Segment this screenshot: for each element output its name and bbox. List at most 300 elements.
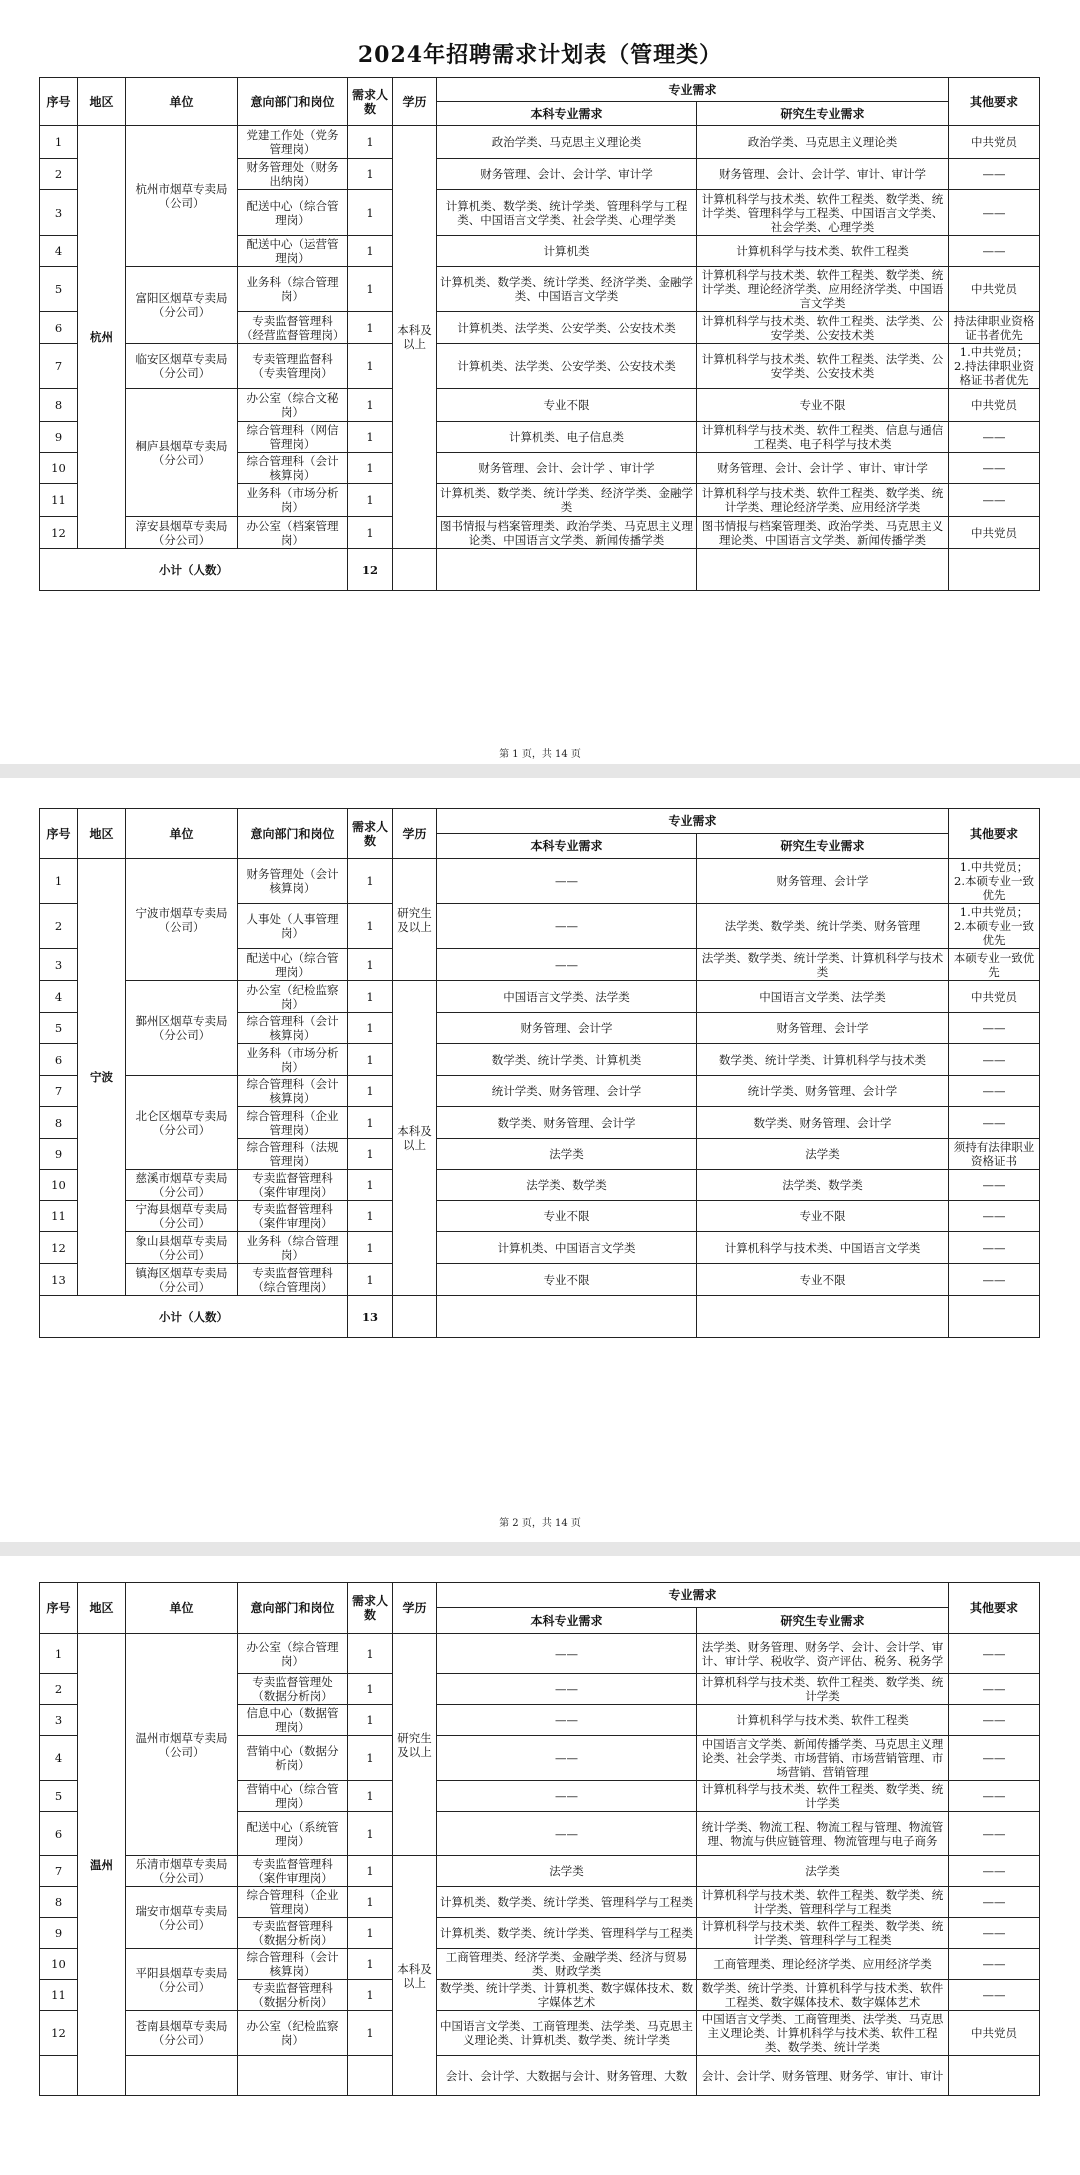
header-seq: 序号 xyxy=(40,78,78,126)
empty-cell xyxy=(393,549,437,591)
subtotal-label: 小计（人数） xyxy=(40,1296,348,1338)
header-other: 其他要求 xyxy=(949,809,1040,859)
recruitment-table xyxy=(39,808,1040,1338)
ug-major-cell: 计算机类、中国语言文学类 xyxy=(437,1232,697,1264)
other-req-cell: 持法律职业资格证书者优先 xyxy=(949,312,1040,344)
pg-major-cell: 计算机科学与技术类、软件工程类、法学类、公安学类、公安技术类 xyxy=(697,312,949,344)
other-req-cell: —— xyxy=(949,1812,1040,1856)
pg-major-cell: 计算机科学与技术类、软件工程类、数学类、统计学类、理论经济学类、应用经济学类、中国语言文学类 xyxy=(697,267,949,312)
header-major: 专业需求 xyxy=(437,809,949,834)
count-cell: 1 xyxy=(348,422,393,453)
dept-cell: 专卖监督管理科（综合管理岗） xyxy=(238,1264,348,1296)
other-req-cell: 中共党员 xyxy=(949,517,1040,549)
count-cell: 1 xyxy=(348,126,393,159)
pg-major-cell: 财务管理、会计学 xyxy=(697,1013,949,1044)
other-req-cell: 中共党员 xyxy=(949,389,1040,422)
pg-major-cell: 工商管理类、理论经济学类、应用经济学类 xyxy=(697,1949,949,1980)
table-row xyxy=(40,1170,1040,1201)
ug-major-cell: —— xyxy=(437,904,697,949)
pg-major-cell: 中国语言文学类、工商管理类、法学类、马克思主义理论类、计算机科学与技术类、软件工程类、数学类、统计学类 xyxy=(697,2011,949,2056)
row-seq: 8 xyxy=(40,1107,78,1139)
pg-major-cell: 法学类、数学类、统计学类、计算机科学与技术类 xyxy=(697,949,949,981)
row-seq: 11 xyxy=(40,1201,78,1232)
count-cell: 1 xyxy=(348,159,393,190)
count-cell: 1 xyxy=(348,1856,393,1887)
other-req-cell: 1.中共党员； 2.本硕专业一致优先 xyxy=(949,859,1040,904)
pg-major-cell: 计算机科学与技术类、中国语言文学类 xyxy=(697,1232,949,1264)
ug-major-cell: 计算机类、数学类、统计学类、管理科学与工程类、中国语言文学类、社会学类、心理学类 xyxy=(437,190,697,236)
subtotal-value: 12 xyxy=(348,549,393,591)
header-count: 需求人数 xyxy=(348,78,393,126)
count-cell: 1 xyxy=(348,1232,393,1264)
ug-major-cell: 财务管理、会计学 xyxy=(437,1013,697,1044)
empty-cell xyxy=(393,1296,437,1338)
row-seq: 2 xyxy=(40,904,78,949)
dept-cell: 专卖监督管理处（数据分析岗） xyxy=(238,1674,348,1705)
header-unit: 单位 xyxy=(126,809,238,859)
count-cell: 1 xyxy=(348,1980,393,2011)
row-seq: 12 xyxy=(40,517,78,549)
count-cell: 1 xyxy=(348,2011,393,2056)
row-seq: 8 xyxy=(40,389,78,422)
count-cell: 1 xyxy=(348,1736,393,1781)
dept-cell: 办公室（纪检监察岗） xyxy=(238,981,348,1013)
row-seq: 10 xyxy=(40,453,78,484)
table-row xyxy=(40,1887,1040,1918)
other-req-cell: 1.中共党员； 2.本硕专业一致优先 xyxy=(949,904,1040,949)
count-cell: 1 xyxy=(348,1781,393,1812)
count-cell: 1 xyxy=(348,1013,393,1044)
empty-cell xyxy=(437,1296,697,1338)
count-cell: 1 xyxy=(348,236,393,267)
ug-major-cell: —— xyxy=(437,1812,697,1856)
ug-major-cell: 计算机类、电子信息类 xyxy=(437,422,697,453)
ug-major-cell: 统计学类、财务管理、会计学 xyxy=(437,1076,697,1107)
unit-cell: 平阳县烟草专卖局（分公司） xyxy=(126,1949,238,2011)
dept-cell: 配送中心（综合管理岗） xyxy=(238,190,348,236)
count-cell: 1 xyxy=(348,453,393,484)
row-seq: 6 xyxy=(40,1044,78,1076)
pg-major-cell: 计算机科学与技术类、软件工程类、数学类、统计学类、管理科学与工程类 xyxy=(697,1918,949,1949)
pg-major-cell: 数学类、财务管理、会计学 xyxy=(697,1107,949,1139)
dept-cell: 专卖监督管理科（数据分析岗） xyxy=(238,1980,348,2011)
row-seq: 4 xyxy=(40,981,78,1013)
row-seq: 3 xyxy=(40,949,78,981)
other-req-cell: 中共党员 xyxy=(949,126,1040,159)
pg-major-cell: 专业不限 xyxy=(697,1264,949,1296)
other-req-cell: —— xyxy=(949,1044,1040,1076)
row-seq: 12 xyxy=(40,1232,78,1264)
count-cell: 1 xyxy=(348,1107,393,1139)
row-seq: 8 xyxy=(40,1887,78,1918)
other-req-cell: 中共党员 xyxy=(949,981,1040,1013)
other-req-cell: —— xyxy=(949,1856,1040,1887)
header-ug: 本科专业需求 xyxy=(437,834,697,859)
count-cell: 1 xyxy=(348,312,393,344)
pg-major-cell: 法学类、数学类 xyxy=(697,1170,949,1201)
dept-cell: 专卖管理监督科（专卖管理岗） xyxy=(238,344,348,389)
unit-cell: 北仑区烟草专卖局（分公司） xyxy=(126,1076,238,1170)
pg-major-cell: 中国语言文学类、新闻传播学类、马克思主义理论类、社会学类、市场营销、市场营销管理、市场营销、营销管理 xyxy=(697,1736,949,1781)
header-dept: 意向部门和岗位 xyxy=(238,78,348,126)
pg-major-cell: 法学类、财务管理、财务学、会计、会计学、审计、审计学、税收学、资产评估、税务、税务学 xyxy=(697,1634,949,1674)
pg-major-cell: 计算机科学与技术类、软件工程类、法学类、公安学类、公安技术类 xyxy=(697,344,949,389)
pg-major-cell: 财务管理、会计、会计学 、审计、审计学 xyxy=(697,453,949,484)
ug-major-cell: 数学类、统计学类、计算机类、数字媒体技术、数字媒体艺术 xyxy=(437,1980,697,2011)
pg-major-cell: 法学类、数学类、统计学类、财务管理 xyxy=(697,904,949,949)
count-cell: 1 xyxy=(348,1949,393,1980)
row-seq: 11 xyxy=(40,1980,78,2011)
row-seq: 6 xyxy=(40,312,78,344)
pg-major-cell: 法学类 xyxy=(697,1139,949,1170)
header-region: 地区 xyxy=(78,78,126,126)
count-cell: 1 xyxy=(348,1634,393,1674)
empty-cell xyxy=(697,1296,949,1338)
ug-major-cell: 数学类、财务管理、会计学 xyxy=(437,1107,697,1139)
row-seq: 1 xyxy=(40,1634,78,1674)
unit-cell: 镇海区烟草专卖局（分公司） xyxy=(126,1264,238,1296)
dept-cell: 营销中心（数据分析岗） xyxy=(238,1736,348,1781)
other-req-cell: —— xyxy=(949,1107,1040,1139)
count-cell: 1 xyxy=(348,484,393,517)
edu-cell: 研究生及以上 xyxy=(393,859,437,981)
unit-cell: 鄞州区烟草专卖局（分公司） xyxy=(126,981,238,1076)
row-seq: 7 xyxy=(40,344,78,389)
ug-major-cell: 专业不限 xyxy=(437,1201,697,1232)
header-unit: 单位 xyxy=(126,1583,238,1634)
header-pg: 研究生专业需求 xyxy=(697,1608,949,1634)
unit-cell: 苍南县烟草专卖局（分公司） xyxy=(126,2011,238,2056)
page-number: 第 2 页，共 14 页 xyxy=(499,1518,581,1529)
count-cell: 1 xyxy=(348,1812,393,1856)
count-cell: 1 xyxy=(348,389,393,422)
recruitment-table xyxy=(39,77,1040,591)
other-req-cell: —— xyxy=(949,1634,1040,1674)
table-row xyxy=(40,2056,1040,2096)
ug-major-cell: 法学类 xyxy=(437,1139,697,1170)
other-req-cell xyxy=(949,2056,1040,2096)
pg-major-cell: 专业不限 xyxy=(697,389,949,422)
region-cell: 杭州 xyxy=(78,126,126,549)
pg-major-cell: 计算机科学与技术类、软件工程类 xyxy=(697,1705,949,1736)
other-req-cell: —— xyxy=(949,1705,1040,1736)
other-req-cell: —— xyxy=(949,159,1040,190)
subtotal-value: 13 xyxy=(348,1296,393,1338)
table-row xyxy=(40,981,1040,1013)
dept-cell xyxy=(238,2056,348,2096)
dept-cell: 办公室（纪检监察岗） xyxy=(238,2011,348,2056)
header-dept: 意向部门和岗位 xyxy=(238,809,348,859)
empty-cell xyxy=(697,549,949,591)
page-number: 第 1 页，共 14 页 xyxy=(499,749,581,760)
page-separator xyxy=(0,1542,1080,1556)
dept-cell: 综合管理科（会计核算岗） xyxy=(238,453,348,484)
edu-cell: 本科及以上 xyxy=(393,981,437,1296)
dept-cell: 财务管理处（财务出纳岗） xyxy=(238,159,348,190)
other-req-cell: —— xyxy=(949,484,1040,517)
unit-cell: 杭州市烟草专卖局（公司） xyxy=(126,126,238,267)
header-edu: 学历 xyxy=(393,809,437,859)
dept-cell: 业务科（综合管理岗） xyxy=(238,1232,348,1264)
region-cell: 温州 xyxy=(78,1634,126,2096)
pg-major-cell: 法学类 xyxy=(697,1856,949,1887)
header-other: 其他要求 xyxy=(949,78,1040,126)
ug-major-cell: 法学类、数学类 xyxy=(437,1170,697,1201)
ug-major-cell: 计算机类 xyxy=(437,236,697,267)
row-seq: 7 xyxy=(40,1856,78,1887)
unit-cell: 乐清市烟草专卖局（分公司） xyxy=(126,1856,238,1887)
count-cell: 1 xyxy=(348,190,393,236)
pg-major-cell: 数学类、统计学类、计算机科学与技术类、软件工程类、数字媒体技术、数字媒体艺术 xyxy=(697,1980,949,2011)
pg-major-cell: 专业不限 xyxy=(697,1201,949,1232)
header-dept: 意向部门和岗位 xyxy=(238,1583,348,1634)
other-req-cell: 中共党员 xyxy=(949,267,1040,312)
region-cell: 宁波 xyxy=(78,859,126,1296)
ug-major-cell: —— xyxy=(437,859,697,904)
ug-major-cell: 工商管理类、经济学类、金融学类、经济与贸易类、财政学类 xyxy=(437,1949,697,1980)
count-cell: 1 xyxy=(348,1674,393,1705)
ug-major-cell: 计算机类、数学类、统计学类、经济学类、金融学类、中国语言文学类 xyxy=(437,267,697,312)
table-row xyxy=(40,1856,1040,1887)
unit-cell: 桐庐县烟草专卖局（分公司） xyxy=(126,389,238,517)
unit-cell: 慈溪市烟草专卖局（分公司） xyxy=(126,1170,238,1201)
other-req-cell: —— xyxy=(949,1918,1040,1949)
subtotal-label: 小计（人数） xyxy=(40,549,348,591)
dept-cell: 人事处（人事管理岗） xyxy=(238,904,348,949)
table-row xyxy=(40,344,1040,389)
count-cell: 1 xyxy=(348,1887,393,1918)
empty-cell xyxy=(949,549,1040,591)
dept-cell: 综合管理科（会计核算岗） xyxy=(238,1949,348,1980)
header-other: 其他要求 xyxy=(949,1583,1040,1634)
other-req-cell: —— xyxy=(949,1264,1040,1296)
header-count: 需求人数 xyxy=(348,1583,393,1634)
header-region: 地区 xyxy=(78,809,126,859)
row-seq: 6 xyxy=(40,1812,78,1856)
pg-major-cell: 统计学类、财务管理、会计学 xyxy=(697,1076,949,1107)
row-seq: 4 xyxy=(40,1736,78,1781)
dept-cell: 业务科（市场分析岗） xyxy=(238,484,348,517)
row-seq: 5 xyxy=(40,1013,78,1044)
ug-major-cell: 中国语言文学类、法学类 xyxy=(437,981,697,1013)
header-edu: 学历 xyxy=(393,78,437,126)
dept-cell: 配送中心（综合管理岗） xyxy=(238,949,348,981)
other-req-cell: —— xyxy=(949,1980,1040,2011)
ug-major-cell: 计算机类、数学类、统计学类、经济学类、金融学类 xyxy=(437,484,697,517)
dept-cell: 综合管理科（企业管理岗） xyxy=(238,1107,348,1139)
other-req-cell: —— xyxy=(949,190,1040,236)
row-seq: 13 xyxy=(40,1264,78,1296)
other-req-cell: 1.中共党员； 2.持法律职业资格证书者优先 xyxy=(949,344,1040,389)
ug-major-cell: —— xyxy=(437,949,697,981)
ug-major-cell: 计算机类、法学类、公安学类、公安技术类 xyxy=(437,344,697,389)
pg-major-cell: 图书情报与档案管理类、政治学类、马克思主义理论类、中国语言文学类、新闻传播学类 xyxy=(697,517,949,549)
pg-major-cell: 统计学类、物流工程、物流工程与管理、物流管理、物流与供应链管理、物流管理与电子商务 xyxy=(697,1812,949,1856)
unit-cell: 温州市烟草专卖局（公司） xyxy=(126,1634,238,1856)
pg-major-cell: 计算机科学与技术类、软件工程类、数学类、统计学类、管理科学与工程类 xyxy=(697,1887,949,1918)
row-seq xyxy=(40,2056,78,2096)
dept-cell: 办公室（档案管理岗） xyxy=(238,517,348,549)
other-req-cell: 中共党员 xyxy=(949,2011,1040,2056)
pg-major-cell: 计算机科学与技术类、软件工程类、数学类、统计学类 xyxy=(697,1674,949,1705)
header-edu: 学历 xyxy=(393,1583,437,1634)
ug-major-cell: —— xyxy=(437,1634,697,1674)
count-cell: 1 xyxy=(348,517,393,549)
other-req-cell: —— xyxy=(949,1949,1040,1980)
count-cell: 1 xyxy=(348,981,393,1013)
table-row xyxy=(40,1264,1040,1296)
header-seq: 序号 xyxy=(40,1583,78,1634)
edu-cell: 本科及以上 xyxy=(393,1856,437,2096)
other-req-cell: —— xyxy=(949,1201,1040,1232)
edu-cell: 本科及以上 xyxy=(393,126,437,549)
empty-cell xyxy=(437,549,697,591)
count-cell: 1 xyxy=(348,1918,393,1949)
other-req-cell: —— xyxy=(949,1170,1040,1201)
pg-major-cell: 计算机科学与技术类、软件工程类、数学类、统计学类、理论经济学类、应用经济学类 xyxy=(697,484,949,517)
row-seq: 4 xyxy=(40,236,78,267)
header-major: 专业需求 xyxy=(437,1583,949,1608)
header-region: 地区 xyxy=(78,1583,126,1634)
table-row xyxy=(40,517,1040,549)
other-req-cell: 须持有法律职业资格证书 xyxy=(949,1139,1040,1170)
table-row xyxy=(40,1076,1040,1107)
ug-major-cell: 政治学类、马克思主义理论类 xyxy=(437,126,697,159)
header-ug: 本科专业需求 xyxy=(437,1608,697,1634)
table-row xyxy=(40,126,1040,159)
row-seq: 9 xyxy=(40,1139,78,1170)
empty-cell xyxy=(949,1296,1040,1338)
dept-cell: 业务科（综合管理岗） xyxy=(238,267,348,312)
dept-cell: 综合管理科（会计核算岗） xyxy=(238,1076,348,1107)
table-row xyxy=(40,2011,1040,2056)
dept-cell: 专卖监督管理科（经营监督管理岗） xyxy=(238,312,348,344)
unit-cell: 象山县烟草专卖局（分公司） xyxy=(126,1232,238,1264)
table-row xyxy=(40,1201,1040,1232)
dept-cell: 业务科（市场分析岗） xyxy=(238,1044,348,1076)
dept-cell: 营销中心（综合管理岗） xyxy=(238,1781,348,1812)
ug-major-cell: 法学类 xyxy=(437,1856,697,1887)
other-req-cell: —— xyxy=(949,1076,1040,1107)
ug-major-cell: 专业不限 xyxy=(437,1264,697,1296)
ug-major-cell: —— xyxy=(437,1781,697,1812)
document-title: 2024年招聘需求计划表（管理类） xyxy=(357,42,723,68)
ug-major-cell: 数学类、统计学类、计算机类 xyxy=(437,1044,697,1076)
count-cell: 1 xyxy=(348,1170,393,1201)
other-req-cell: —— xyxy=(949,1736,1040,1781)
pg-major-cell: 计算机科学与技术类、软件工程类、数学类、统计学类 xyxy=(697,1781,949,1812)
dept-cell: 综合管理科（法规管理岗） xyxy=(238,1139,348,1170)
count-cell: 1 xyxy=(348,1201,393,1232)
table-row xyxy=(40,267,1040,312)
dept-cell: 配送中心（系统管理岗） xyxy=(238,1812,348,1856)
ug-major-cell: 计算机类、法学类、公安学类、公安技术类 xyxy=(437,312,697,344)
dept-cell: 党建工作处（党务管理岗） xyxy=(238,126,348,159)
ug-major-cell: 会计、会计学、大数据与会计、财务管理、大数 xyxy=(437,2056,697,2096)
unit-cell: 宁波市烟草专卖局（公司） xyxy=(126,859,238,981)
table-row xyxy=(40,1232,1040,1264)
other-req-cell: —— xyxy=(949,1887,1040,1918)
dept-cell: 专卖监督管理科（案件审理岗） xyxy=(238,1201,348,1232)
unit-cell xyxy=(126,2056,238,2096)
dept-cell: 配送中心（运营管理岗） xyxy=(238,236,348,267)
header-count: 需求人数 xyxy=(348,809,393,859)
other-req-cell: —— xyxy=(949,453,1040,484)
row-seq: 1 xyxy=(40,859,78,904)
row-seq: 5 xyxy=(40,267,78,312)
count-cell: 1 xyxy=(348,344,393,389)
row-seq: 11 xyxy=(40,484,78,517)
row-seq: 12 xyxy=(40,2011,78,2056)
dept-cell: 办公室（综合文秘岗） xyxy=(238,389,348,422)
row-seq: 5 xyxy=(40,1781,78,1812)
header-pg: 研究生专业需求 xyxy=(697,834,949,859)
ug-major-cell: 图书情报与档案管理类、政治学类、马克思主义理论类、中国语言文学类、新闻传播学类 xyxy=(437,517,697,549)
dept-cell: 办公室（综合管理岗） xyxy=(238,1634,348,1674)
row-seq: 9 xyxy=(40,422,78,453)
other-req-cell: —— xyxy=(949,1013,1040,1044)
dept-cell: 综合管理科（会计核算岗） xyxy=(238,1013,348,1044)
pg-major-cell: 财务管理、会计、会计学、审计、审计学 xyxy=(697,159,949,190)
dept-cell: 信息中心（数据管理岗） xyxy=(238,1705,348,1736)
pg-major-cell: 会计、会计学、财务管理、财务学、审计、审计 xyxy=(697,2056,949,2096)
ug-major-cell: —— xyxy=(437,1674,697,1705)
other-req-cell: —— xyxy=(949,236,1040,267)
ug-major-cell: 财务管理、会计、会计学、审计学 xyxy=(437,159,697,190)
count-cell xyxy=(348,2056,393,2096)
recruitment-table xyxy=(39,1582,1040,2096)
table-row xyxy=(40,1949,1040,1980)
ug-major-cell: 中国语言文学类、工商管理类、法学类、马克思主义理论类、计算机类、数学类、统计学类 xyxy=(437,2011,697,2056)
ug-major-cell: 计算机类、数学类、统计学类、管理科学与工程类 xyxy=(437,1918,697,1949)
unit-cell: 瑞安市烟草专卖局（分公司） xyxy=(126,1887,238,1949)
dept-cell: 专卖监督管理科（数据分析岗） xyxy=(238,1918,348,1949)
ug-major-cell: 专业不限 xyxy=(437,389,697,422)
row-seq: 3 xyxy=(40,190,78,236)
header-seq: 序号 xyxy=(40,809,78,859)
count-cell: 1 xyxy=(348,904,393,949)
pg-major-cell: 计算机科学与技术类、软件工程类、数学类、统计学类、管理科学与工程类、中国语言文学类、社会学类、心理学类 xyxy=(697,190,949,236)
pg-major-cell: 财务管理、会计学 xyxy=(697,859,949,904)
count-cell: 1 xyxy=(348,267,393,312)
pg-major-cell: 数学类、统计学类、计算机科学与技术类 xyxy=(697,1044,949,1076)
header-pg: 研究生专业需求 xyxy=(697,102,949,126)
dept-cell: 综合管理科（网信管理岗） xyxy=(238,422,348,453)
unit-cell: 临安区烟草专卖局（分公司） xyxy=(126,344,238,389)
unit-cell: 淳安县烟草专卖局（分公司） xyxy=(126,517,238,549)
header-ug: 本科专业需求 xyxy=(437,102,697,126)
other-req-cell: —— xyxy=(949,1781,1040,1812)
table-row xyxy=(40,859,1040,904)
count-cell: 1 xyxy=(348,949,393,981)
page-separator xyxy=(0,764,1080,778)
unit-cell: 宁海县烟草专卖局（分公司） xyxy=(126,1201,238,1232)
row-seq: 9 xyxy=(40,1918,78,1949)
pg-major-cell: 计算机科学与技术类、软件工程类 xyxy=(697,236,949,267)
other-req-cell: —— xyxy=(949,1674,1040,1705)
edu-cell: 研究生及以上 xyxy=(393,1634,437,1856)
dept-cell: 专卖监督管理科（案件审理岗） xyxy=(238,1856,348,1887)
dept-cell: 财务管理处（会计核算岗） xyxy=(238,859,348,904)
other-req-cell: 本硕专业一致优先 xyxy=(949,949,1040,981)
ug-major-cell: —— xyxy=(437,1736,697,1781)
header-major: 专业需求 xyxy=(437,78,949,102)
pg-major-cell: 中国语言文学类、法学类 xyxy=(697,981,949,1013)
count-cell: 1 xyxy=(348,1264,393,1296)
row-seq: 10 xyxy=(40,1170,78,1201)
count-cell: 1 xyxy=(348,1705,393,1736)
row-seq: 10 xyxy=(40,1949,78,1980)
